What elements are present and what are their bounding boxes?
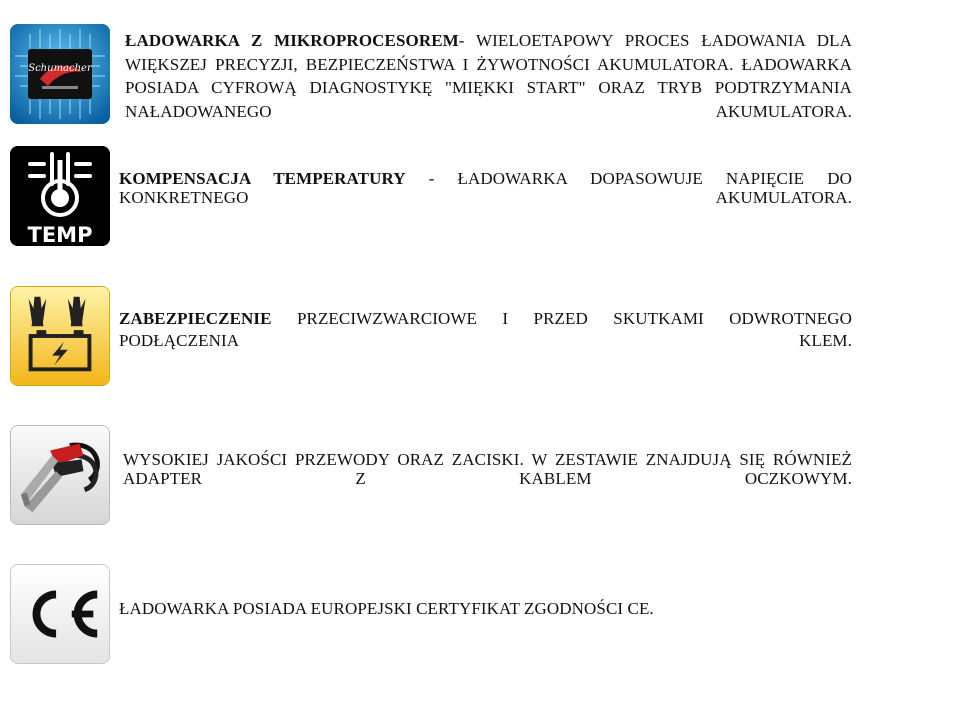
svg-text:TEMP: TEMP xyxy=(27,223,93,246)
ce-mark-icon xyxy=(10,564,110,664)
cable-clamps-icon xyxy=(10,425,110,525)
feature-title: KOMPENSACJA TEMPERATURY xyxy=(119,169,406,188)
feature-text: - ŁADOWARKA DOPASOWUJE NAPIĘCIE DO KONKRETNEGO AKUMULATORA. xyxy=(119,169,852,207)
feature-description xyxy=(119,169,852,207)
svg-text:Schumacher: Schumacher xyxy=(28,63,92,74)
feature-text: WYSOKIEJ JAKOŚCI PRZEWODY ORAZ ZACISKI. W ZESTAWIE ZNAJDUJĄ SIĘ RÓWNIEŻ ADAPTER Z KABLEM OCZKOWYM. xyxy=(123,450,852,488)
battery-clamps-icon xyxy=(10,286,110,386)
feature-description xyxy=(119,597,852,620)
microprocessor-chip-icon xyxy=(10,24,110,124)
feature-title: ŁADOWARKA Z MIKROPROCESOREM xyxy=(125,31,459,50)
temperature-sensor-icon xyxy=(10,146,110,246)
feature-text: ŁADOWARKA POSIADA EUROPEJSKI CERTYFIKAT ZGODNOŚCI CE. xyxy=(119,599,654,618)
feature-text: PRZECIWZWARCIOWE I PRZED SKUTKAMI ODWROTNEGO PODŁĄCZENIA KLEM. xyxy=(119,309,852,350)
feature-description xyxy=(119,308,852,352)
feature-title: ZABEZPIECZENIE xyxy=(119,309,272,328)
feature-description xyxy=(123,450,852,488)
feature-description xyxy=(125,29,852,123)
feature-text: - WIELOETAPOWY PROCES ŁADOWANIA DLA WIĘKSZEJ PRECYZJI, BEZPIECZEŃSTWA I ŻYWOTNOŚCI AKUMULATORA. ŁADOWARKA POSIADA CYFROWĄ DIAGNOSTYKĘ "MIĘKKI START" ORAZ TRYB PODTRZYMANIA NAŁADOWANEGO AKUMULATORA. xyxy=(125,31,852,121)
